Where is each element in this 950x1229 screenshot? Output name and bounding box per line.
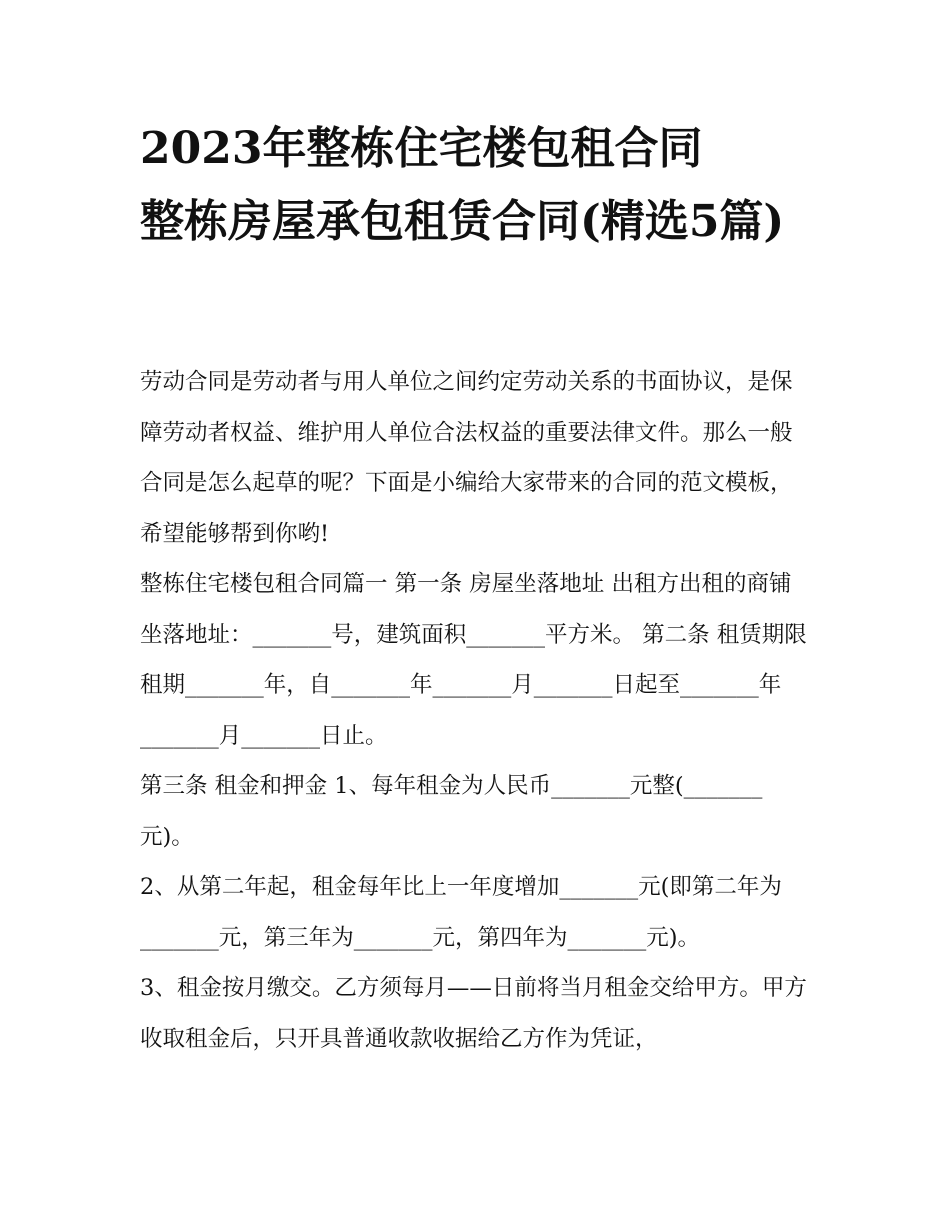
document-body: [140, 357, 812, 1064]
rent-payment-paragraph: 3、租金按月缴交。乙方须每月——日前将当月租金交给甲方。甲方收取租金后，只开具普通收款收据给乙方作为凭证，: [140, 975, 807, 1052]
document-title: [140, 112, 840, 258]
rent-increase-paragraph: 2、从第二年起，租金每年比上一年度增加_______元(即第二年为_______元，第三年为_______元，第四年为_______元)。: [140, 874, 782, 951]
intro-paragraph: 劳动合同是劳动者与用人单位之间约定劳动关系的书面协议，是保障劳动者权益、维护用人单位合法权益的重要法律文件。那么一般合同是怎么起草的呢？下面是小编给大家带来的合同的范文模板，希望能够帮到你哟!: [140, 369, 793, 547]
title-line-2: 整栋房屋承包租赁合同(精选5篇): [140, 196, 785, 247]
title-line-1: 2023年整栋住宅楼包租合同: [140, 123, 703, 174]
article-3-paragraph: 第三条 租金和押金 1、每年租金为人民币_______元整(_______元)。: [140, 773, 763, 850]
article-1-paragraph: 整栋住宅楼包租合同篇一 第一条 房屋坐落地址 出租方出租的商铺坐落地址：_______号，建筑面积_______平方米。 第二条 租赁期限: [140, 571, 807, 648]
lease-term-paragraph: 租期_______年，自_______年_______月_______日起至_______年_______月_______日止。: [140, 672, 782, 749]
